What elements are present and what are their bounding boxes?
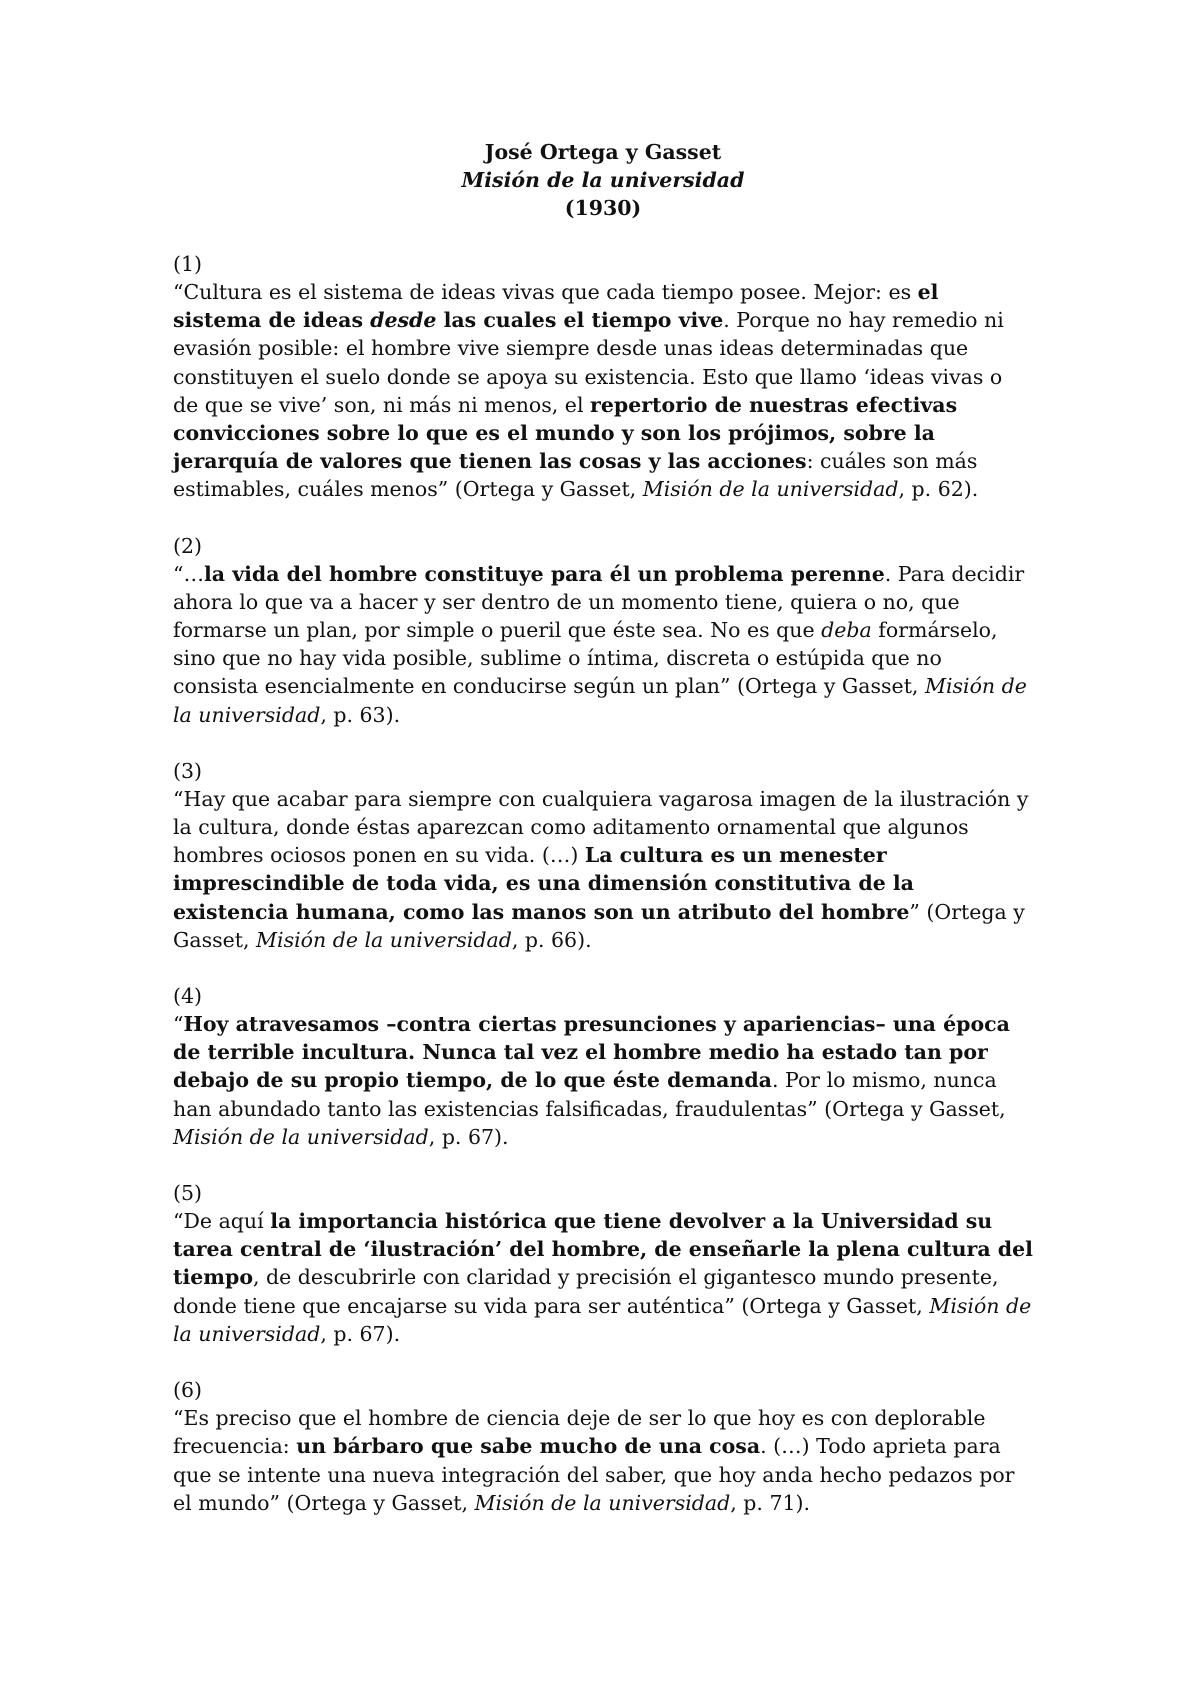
quote-segment: , de descubrirle con claridad y precisión el gigantesco mundo presente, donde tiene que encajarse su vida para ser auténtica” (Ortega y Gasset,	[173, 1265, 999, 1318]
quote-segment: , p. 71).	[730, 1490, 811, 1515]
quote-segment: formárselo, sino que no hay vida posible, sublime o íntima, discreta o estúpida que no consista esencialmente en conducirse según un plan” (Ortega y Gasset,	[173, 618, 998, 699]
quote-segment-bold: un bárbaro que sabe mucho de una cosa	[296, 1434, 761, 1459]
quote-segment-bold-italic: desde	[370, 308, 437, 333]
quote-text	[173, 1010, 1033, 1151]
quote-number: (5)	[173, 1181, 203, 1206]
quote-number: (4)	[173, 984, 203, 1009]
quote-number: (1)	[173, 252, 203, 276]
quote-segment: “De aquí	[173, 1209, 271, 1234]
quote-text	[173, 1207, 1033, 1348]
quote-segment: , p. 66).	[511, 927, 592, 952]
quote-segment-italic: deba	[821, 618, 872, 643]
quote-segment: . Porque no hay remedio ni evasión posible: el hombre vive siempre desde unas ideas determinadas que constituyen el suelo donde se apoya su existencia. Esto que llamo ‘ideas vivas o de que se vive’ son, ni más ni menos, el	[173, 308, 1004, 417]
quote-text	[173, 278, 1033, 504]
quotes-list	[173, 250, 1033, 1517]
quote-segment: . Para decidir ahora lo que va a hacer y ser dentro de un momento tiene, quiera o no, que formarse un plan, por simple o pueril que éste sea. No es que	[173, 561, 1025, 643]
quote-segment-bold: Hoy atravesamos –contra ciertas presunciones y apariencias– una época de terrible incultura. Nunca tal vez el hombre medio ha estado tan por debajo de su propio tiempo, de lo que éste demanda	[173, 1012, 1010, 1093]
quote-segment-italic: Misión de la universidad	[173, 674, 1027, 727]
quote-segment: “Cultura es el sistema de ideas vivas que cada tiempo posee. Mejor: es	[173, 280, 918, 304]
quote-segment-italic: Misión de la universidad	[642, 477, 899, 502]
quote-text	[173, 785, 1033, 954]
quote-segment: , p. 67).	[320, 1321, 401, 1346]
quote-block	[173, 757, 1033, 954]
quote-block	[173, 982, 1033, 1151]
quote-text	[173, 560, 1033, 729]
quote-segment-bold: las cuales el tiempo vive	[436, 308, 724, 333]
quote-segment-italic: Misión de la universidad	[173, 1293, 1032, 1346]
quote-segment: , p. 63).	[320, 702, 401, 727]
quote-segment-italic: Misión de la universidad	[474, 1490, 731, 1515]
title-block	[173, 138, 1033, 222]
quote-segment-italic: Misión de la universidad	[256, 927, 512, 952]
quote-segment: , p. 67).	[428, 1124, 509, 1149]
quote-segment: “	[173, 1012, 184, 1037]
quote-segment: “…	[173, 561, 204, 586]
quote-segment-bold: la importancia histórica que tiene devolver a la Universidad su tarea central de ‘ilustración’ del hombre, de enseñarle la plena cultura del tiempo	[173, 1209, 1033, 1290]
author-name: José Ortega y Gasset	[484, 140, 722, 164]
quote-segment-bold: La cultura es un menester imprescindible de toda vida, es una dimensión constitutiva de la existencia humana, como las manos son un atributo del hombre	[173, 843, 914, 924]
quote-block	[173, 1179, 1033, 1348]
work-title: Misión de la universidad	[461, 168, 745, 192]
quote-segment-bold: la vida del hombre constituye para él un problema perenne	[203, 561, 885, 586]
quote-number: (6)	[173, 1378, 203, 1403]
quote-text	[173, 1404, 1033, 1517]
quote-number: (2)	[173, 533, 203, 558]
quote-segment: : cuáles son más estimables, cuáles menos” (Ortega y Gasset,	[173, 449, 978, 502]
quote-block	[173, 1376, 1033, 1517]
quote-block	[173, 532, 1033, 729]
quote-segment-bold: repertorio de nuestras efectivas convicciones sobre lo que es el mundo y son los prójimos, sobre la jerarquía de valores que tienen las cosas y las acciones	[173, 392, 958, 474]
quote-segment-italic: Misión de la universidad	[173, 1124, 429, 1149]
quote-segment: “Es preciso que el hombre de ciencia deje de ser lo que hoy es con deplorable frecuencia:	[173, 1406, 986, 1459]
quote-block	[173, 250, 1033, 504]
quote-segment: “Hay que acabar para siempre con cualquiera vagarosa imagen de la ilustración y la cultura, donde éstas aparezcan como aditamento ornamental que algunos hombres ociosos ponen en su vida. (…)	[173, 786, 1029, 868]
quote-number: (3)	[173, 758, 203, 783]
quote-segment: ” (Ortega y Gasset,	[173, 899, 1025, 952]
publication-year: (1930)	[564, 196, 642, 220]
quote-segment-bold: el sistema de ideas	[173, 280, 939, 333]
quote-segment: . (…) Todo aprieta para que se intente una nueva integración del saber, que hoy anda hecho pedazos por el mundo” (Ortega y Gasset,	[173, 1434, 1015, 1515]
document-page	[173, 138, 1033, 1517]
quote-segment: . Por lo mismo, nunca han abundado tanto las existencias falsificadas, fraudulentas” (Ortega y Gasset,	[173, 1068, 1006, 1121]
quote-segment: , p. 62).	[898, 477, 979, 502]
